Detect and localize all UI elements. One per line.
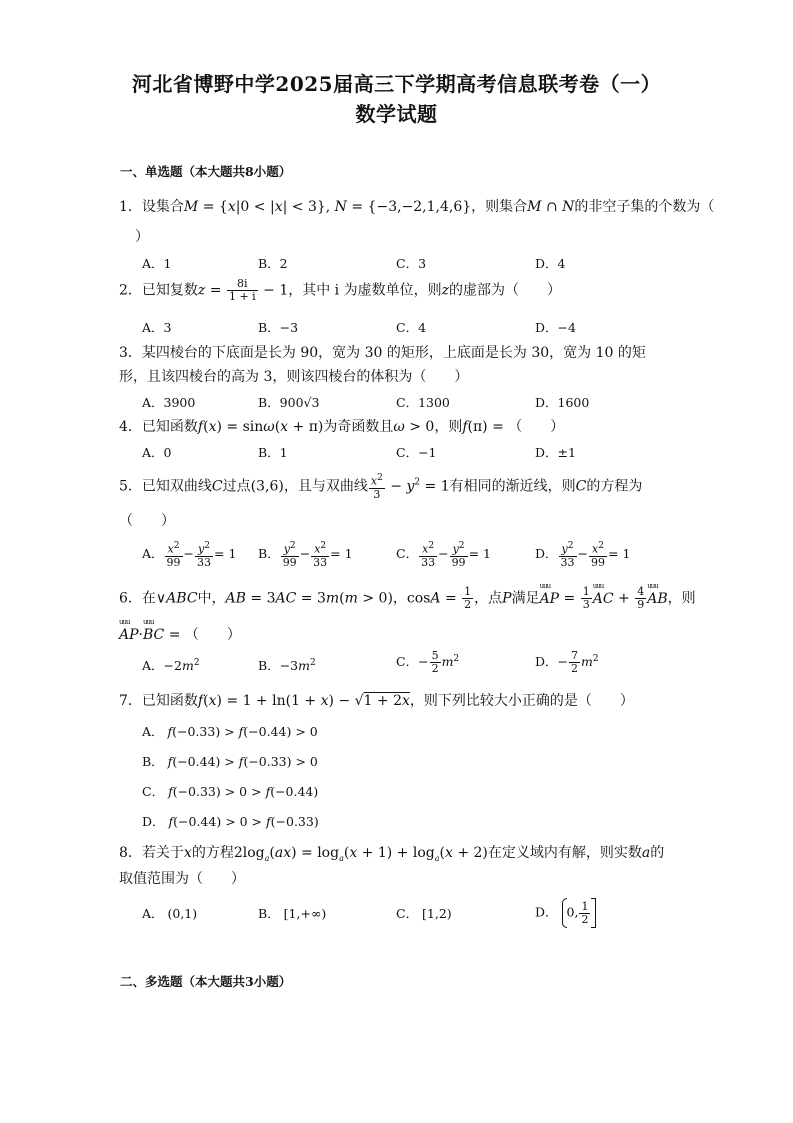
q1-option-b: B．2: [258, 256, 288, 271]
q7-option-b: B． f(−0.44) > f(−0.33) > 0: [142, 754, 318, 769]
section-multi-choice: 二、多选题（本大题共3小题）: [120, 974, 292, 989]
q6-option-d: D．− $\frac{7}{2}$ $m^2$: [535, 649, 599, 675]
question-5: 5．已知双曲线C过点(3,6)，且与双曲线 $\frac{x^2}{3}$ − $y^2 = 1$有相同的渐近线，则C的方程为: [119, 473, 643, 501]
question-7: 7．已知函数f(x) = 1 + ln(1 + x) − √1 + 2x，则下列比较大小正确的是（ ）: [119, 693, 634, 709]
q5-option-c: C． $\frac{x^2}{33}$ − $\frac{y^2}{99}$ = 1: [396, 541, 491, 569]
q4-option-c: C．−1: [396, 445, 437, 460]
question-8-cont: 取值范围为（ ）: [119, 871, 245, 887]
q2-option-c: C．4: [396, 320, 427, 335]
q2-option-a: A．3: [142, 320, 172, 335]
question-4: 4．已知函数f(x) = sinω(x + π)为奇函数且ω > 0，则f(π) = （ ）: [119, 419, 565, 435]
question-2: 2．已知复数z = $\frac{8i}{1 + i}$ − 1，其中 i 为虚数单位，则z的虚部为（ ）: [119, 277, 562, 303]
q1-option-a: A．1: [142, 256, 172, 271]
question-6: 6．在∨ABC中，AB = 3AC = 3m(m > 0)，cosA = $\frac{1}{2}$ ，点P满足uuu AP = $\frac{1}{3}$ uuu AC + $\frac{4}{9}$ uuu AB，则: [119, 586, 696, 611]
q7-option-d: D． f(−0.44) > 0 > f(−0.33): [142, 814, 319, 829]
q3-option-a: A．3900: [142, 395, 196, 410]
q3-option-d: D．1600: [535, 395, 590, 410]
q6-option-a: A．$-2m^2$: [142, 657, 200, 673]
exam-subtitle: 数学试题: [355, 102, 438, 126]
q1-option-c: C．3: [396, 256, 427, 271]
q6-option-b: B．$-3m^2$: [258, 657, 316, 673]
q5-option-a: A． $\frac{x^2}{99}$ − $\frac{y^2}{33}$ = 1: [142, 541, 237, 569]
question-1: 1．设集合M = {x|0 < |x| < 3}, N = {−3,−2,1,4,6}，则集合M ∩ N的非空子集的个数为（: [119, 199, 715, 215]
q5-option-b: B． $\frac{y^2}{99}$ − $\frac{x^2}{33}$ = 1: [258, 541, 353, 569]
q4-option-b: B．1: [258, 445, 288, 460]
question-1-cont: ）: [135, 229, 149, 245]
q4-option-a: A．0: [142, 445, 172, 460]
question-5-cont: （ ）: [119, 513, 175, 529]
exam-title: 河北省博野中学2025届高三下学期高考信息联考卷（一）: [131, 72, 662, 96]
q7-option-c: C． f(−0.33) > 0 > f(−0.44): [142, 784, 319, 799]
q8-option-d: D． 0, $\frac{1}{2}$: [535, 898, 596, 928]
q6-option-c: C．− $\frac{5}{2}$ $m^2$: [396, 649, 460, 675]
section-single-choice: 一、单选题（本大题共8小题）: [120, 164, 292, 179]
q3-option-c: C．1300: [396, 395, 450, 410]
question-8: 8．若关于x的方程$2\log_a(ax) = \log_a(x + 1) + \log_a(x + 2)$在定义域内有解，则实数a的: [119, 845, 665, 863]
question-3-cont: 形，且该四棱台的高为 3，则该四棱台的体积为（ ）: [119, 369, 469, 385]
q1-option-d: D．4: [535, 256, 566, 271]
q5-option-d: D． $\frac{y^2}{33}$ − $\frac{x^2}{99}$ = 1: [535, 541, 631, 569]
q3-option-b: B．900√3: [258, 395, 320, 410]
q4-option-d: D．±1: [535, 445, 576, 460]
q2-option-d: D．−4: [535, 320, 576, 335]
q8-option-c: C． [1,2): [396, 906, 452, 921]
q8-option-a: A． (0,1): [142, 906, 198, 921]
q8-option-b: B． [1,+∞): [258, 906, 327, 921]
q7-option-a: A． f(−0.33) > f(−0.44) > 0: [142, 724, 318, 739]
question-3: 3．某四棱台的下底面是长为 90，宽为 30 的矩形，上底面是长为 30，宽为 10 的矩: [119, 345, 646, 361]
q2-option-b: B．−3: [258, 320, 299, 335]
question-6-cont: uuu AP·uuu BC = （ ）: [119, 624, 241, 644]
